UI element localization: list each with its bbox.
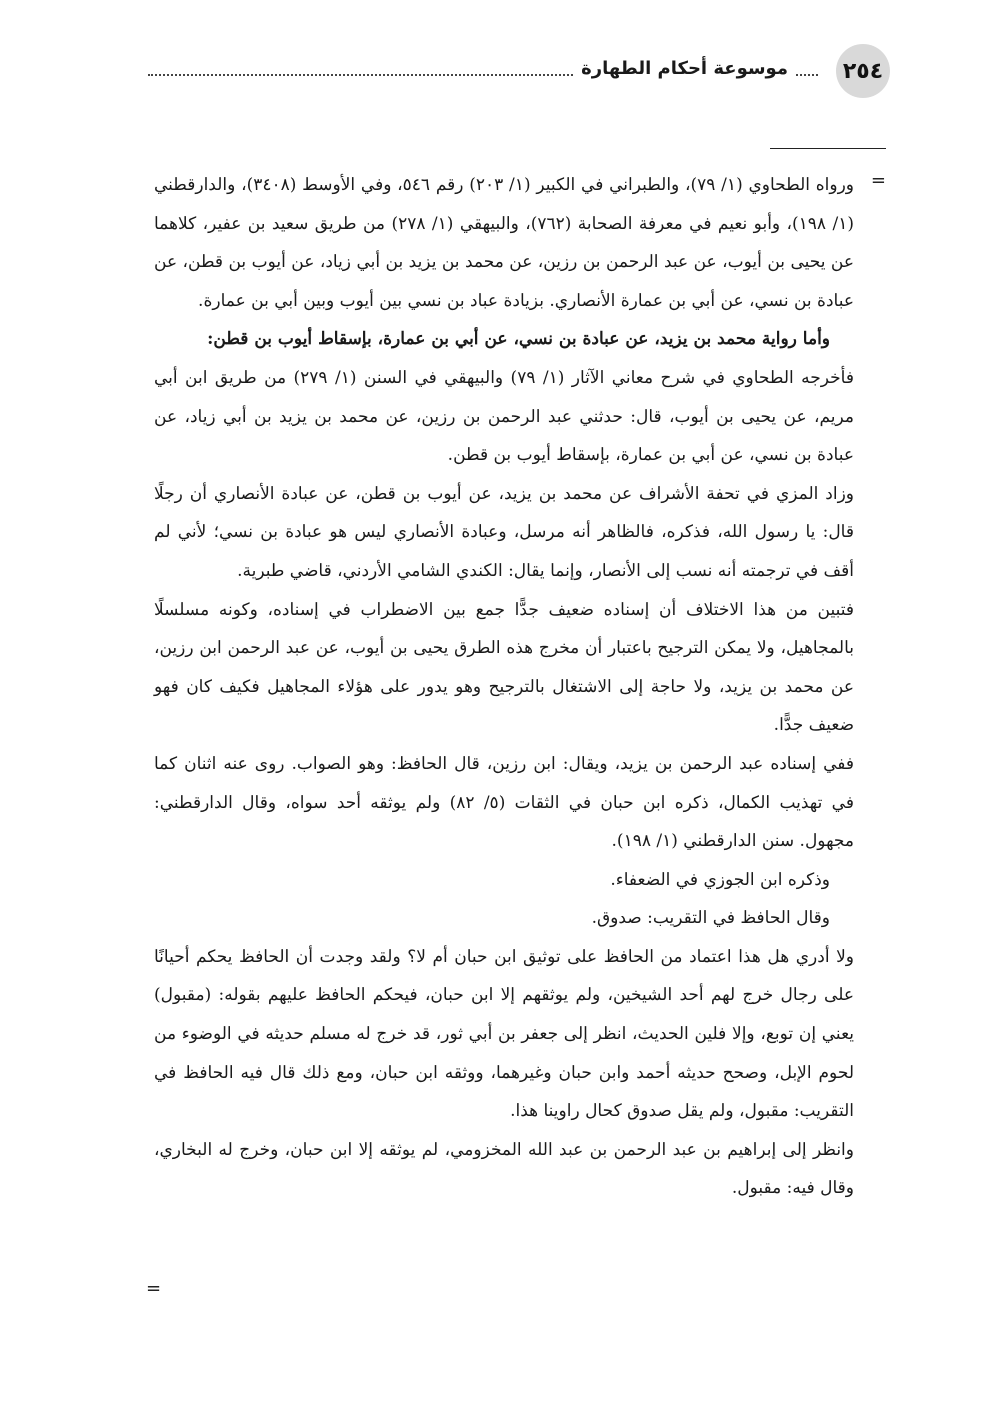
paragraph-ibn-jawzi: وذكره ابن الجوزي في الضعفاء.: [610, 869, 830, 890]
paragraph-taqrib: وقال الحافظ في التقريب: صدوق.: [591, 908, 830, 929]
continuation-mark-top: =: [870, 170, 886, 191]
page-number: ٢٥٤: [842, 58, 884, 84]
paragraph-mizzi: وزاد المزي في تحفة الأشراف عن محمد بن يزيد، عن أيوب بن قطن، عن عبادة الأنصاري أن رجلًا قال: يا رسول الله، فذكره، فالظاهر أنه مرسل، وعبادة الأنصاري ليس هو عبادة بن نسي؛ لأني لم أقف في ترجمته أنه نسب إلى الأنصار، وإنما يقال: الكندي الشامي الأردني، قاضي طبرية.: [154, 483, 854, 581]
paragraph-ibn-hibban-note: ولا أدري هل هذا اعتماد من الحافظ على توثيق ابن حبان أم لا؟ ولقد وجدت أن الحافظ يحكم أحيانًا على رجال خرج لهم أحد الشيخين، ولم يوثقهم إلا ابن حبان، فيحكم الحافظ عليهم بقوله: (مقبول) يعني إن توبع، وإلا فلين الحديث، انظر إلى جعفر بن أبي ثور، قد خرج له مسلم حديثه في الوضوء من لحوم الإبل، وصحح حديثه أحمد وابن حبان وغيرهما، ووثقه ابن حبان، ومع ذلك قال فيه الحافظ في التقريب: مقبول، ولم يقل صدوق كحال راوينا هذا.: [154, 946, 854, 1122]
paragraph-abdulrahman: ففي إسناده عبد الرحمن بن يزيد، ويقال: ابن رزين، قال الحافظ: وهو الصواب. روى عنه اثنان كما في تهذيب الكمال، ذكره ابن حبان في الثقات (٥/ ٨٢) ولم يوثقه أحد سواه، وقال الدارقطني: مجهول. سنن الدارقطني (١/ ١٩٨).: [154, 753, 854, 852]
leader-dots-right: [796, 62, 818, 76]
page-number-badge: [836, 44, 890, 98]
paragraph-tahawi-bayhaqi: فأخرجه الطحاوي في شرح معاني الآثار (١/ ٧٩) والبيهقي في السنن (١/ ٢٧٩) من طريق ابن أبي مريم، عن يحيى بن أيوب، قال: حدثني عبد الرحمن بن رزين، عن محمد بن يزيد بن أبي زياد، عن عبادة بن نسي، عن أبي بن عمارة، بإسقاط أيوب بن قطن.: [154, 367, 854, 466]
footnote-body: [154, 166, 854, 1208]
running-title-row: [148, 58, 818, 79]
running-title: موسوعة أحكام الطهارة: [581, 58, 788, 79]
paragraph-subheading: وأما رواية محمد بن يزيد، عن عبادة بن نسي، عن أبي بن عمارة، بإسقاط أيوب بن قطن:: [207, 329, 830, 350]
continuation-mark-bottom: =: [146, 1278, 162, 1299]
page-header: [148, 44, 890, 100]
leader-dots-left: [148, 62, 573, 76]
paragraph-ibrahim: وانظر إلى إبراهيم بن عبد الرحمن بن عبد الله المخزومي، لم يوثقه إلا ابن حبان، وخرج له البخاري، وقال فيه: مقبول.: [154, 1139, 854, 1199]
footnote-separator-rule: [770, 148, 886, 149]
paragraph-conclusion: فتبين من هذا الاختلاف أن إسناده ضعيف جدًّا جمع بين الاضطراب في إسناده، وكونه مسلسلًا بالمجاهيل، ولا يمكن الترجيح باعتبار أن مخرج هذه الطرق يحيى بن أيوب، عن عبد الرحمن ابن رزين، عن محمد بن يزيد، ولا حاجة إلى الاشتغال بالترجيح وهو يدور على هؤلاء المجاهيل فكيف كان فهو ضعيف جدًّا.: [154, 599, 854, 736]
paragraph-narrations: ورواه الطحاوي (١/ ٧٩)، والطبراني في الكبير (١/ ٢٠٣) رقم ٥٤٦، وفي الأوسط (٣٤٠٨)، والدارقطني (١/ ١٩٨)، وأبو نعيم في معرفة الصحابة (٧٦٢)، والبيهقي (١/ ٢٧٨) من طريق سعيد بن عفير، كلاهما عن يحيى بن أيوب، عن عبد الرحمن بن رزين، عن محمد بن يزيد بن أبي زياد، عن أيوب بن قطن، عن عبادة بن نسي، عن أبي بن عمارة الأنصاري. بزيادة عباد بن نسي بين أيوب وبين أبي بن عمارة.: [154, 175, 854, 311]
